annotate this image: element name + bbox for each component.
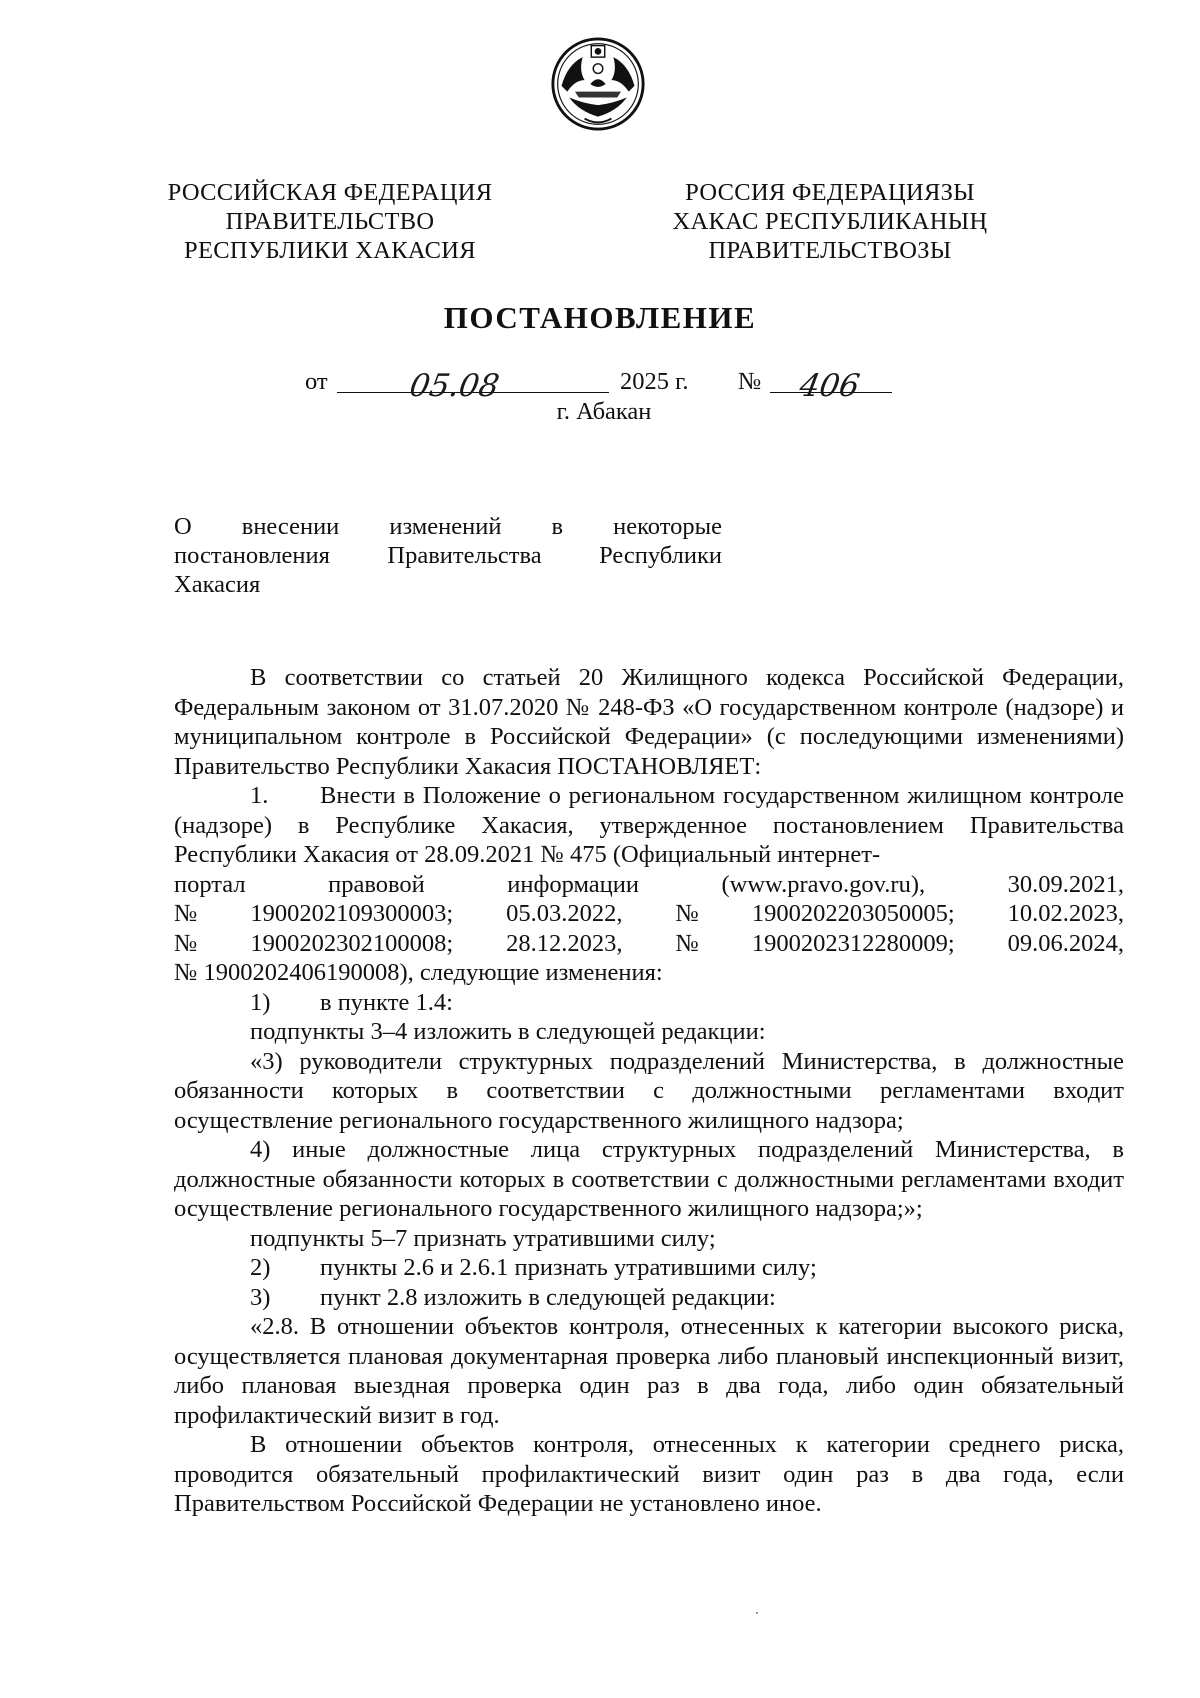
medium-risk-paragraph: В отношении объектов контроля, отнесенных к категории среднего риска, проводится обязательный профилактический визит один раз в два года, если Правительством Российской Федерации не установлено иное. bbox=[174, 1431, 1124, 1517]
document-body bbox=[174, 663, 1124, 1519]
header-left-line: РЕСПУБЛИКИ ХАКАСИЯ bbox=[184, 237, 476, 264]
subitem-3 bbox=[174, 1283, 1124, 1313]
header-left-line: РОССИЙСКАЯ ФЕДЕРАЦИЯ bbox=[167, 179, 493, 206]
quote-point-3: «3) руководители структурных подразделений Министерства, в должностные обязанности которых в соответствии с должностными регламентами входит осуществление регионального государственного жилищного надзора; bbox=[174, 1047, 1124, 1134]
word: 1900202302100008; bbox=[250, 929, 454, 957]
item-1-row-2 bbox=[174, 899, 1124, 929]
word: некоторые bbox=[613, 513, 722, 540]
word: портал bbox=[174, 870, 246, 898]
date-prefix: от bbox=[305, 368, 328, 395]
scan-speck bbox=[756, 1612, 758, 1614]
word: 09.06.2024, bbox=[1007, 929, 1124, 957]
word: Правительства bbox=[387, 542, 542, 569]
header-left-block bbox=[150, 178, 510, 265]
header-right-line: ХАКАС РЕСПУБЛИКАНЫҢ bbox=[672, 208, 988, 235]
coat-of-arms-emblem bbox=[550, 36, 646, 132]
subject-line-3: Хакасия bbox=[174, 571, 261, 598]
item-1-row-1 bbox=[174, 870, 1124, 900]
subitem-2-text: пункты 2.6 и 2.6.1 признать утратившими силу; bbox=[320, 1254, 817, 1281]
subitem-3-text: пункт 2.8 изложить в следующей редакции: bbox=[320, 1283, 776, 1311]
item-1-end: № 1900202406190008), следующие изменения: bbox=[174, 959, 663, 986]
word: № bbox=[675, 900, 699, 927]
subitem-3-number: 3) bbox=[250, 1283, 271, 1311]
item-1-number: 1. bbox=[250, 782, 269, 809]
header-right-line: ПРАВИТЕЛЬСТВОЗЫ bbox=[708, 237, 952, 264]
item-1-paragraph bbox=[174, 781, 1124, 870]
quote-point-2-8: «2.8. В отношении объектов контроля, отнесенных к категории высокого риска, осуществляется плановая документарная проверка либо плановый инспекционный визит, либо плановая выездная проверка один раз в два года, либо один обязательный профилактический визит в год. bbox=[174, 1313, 1124, 1429]
handwritten-date: 05.08 bbox=[406, 368, 502, 404]
word: информации bbox=[507, 870, 639, 898]
subitem-1-after: подпункты 5–7 признать утратившими силу; bbox=[250, 1224, 716, 1252]
word: правовой bbox=[328, 870, 425, 898]
word: постановления bbox=[174, 542, 330, 569]
word: 28.12.2023, bbox=[506, 929, 623, 957]
word: внесении bbox=[241, 513, 340, 540]
header-left-line: ПРАВИТЕЛЬСТВО bbox=[225, 208, 435, 235]
subitem-2 bbox=[174, 1253, 1124, 1283]
subitem-1 bbox=[174, 988, 1124, 1018]
word: 10.02.2023, bbox=[1007, 900, 1124, 927]
word: № bbox=[675, 929, 699, 957]
subitem-1-line: подпункты 3–4 изложить в следующей редакции: bbox=[250, 1018, 766, 1045]
date-number-line bbox=[305, 364, 905, 404]
word: 1900202109300003; bbox=[250, 900, 454, 927]
word: (www.pravo.gov.ru), bbox=[721, 870, 926, 898]
word: Республики bbox=[599, 542, 722, 569]
number-sign: № bbox=[738, 368, 762, 395]
word: изменений bbox=[389, 513, 502, 540]
header-right-line: РОССИЯ ФЕДЕРАЦИЯЗЫ bbox=[685, 179, 975, 206]
subject-line-2 bbox=[174, 541, 722, 570]
word: 1900202203050005; bbox=[751, 900, 955, 927]
subject-block bbox=[174, 512, 722, 599]
year-label: 2025 г. bbox=[620, 368, 689, 395]
word: № bbox=[174, 900, 198, 927]
word: в bbox=[551, 513, 564, 540]
word: 30.09.2021, bbox=[1007, 870, 1124, 898]
subitem-1-text: в пункте 1.4: bbox=[320, 988, 453, 1016]
word: № bbox=[174, 929, 198, 957]
word: О bbox=[174, 513, 192, 540]
subitem-2-number: 2) bbox=[250, 1254, 271, 1281]
header-right-block bbox=[640, 178, 1020, 265]
subitem-1-number: 1) bbox=[250, 988, 271, 1016]
quote-point-4: 4) иные должностные лица структурных подразделений Министерства, в должностные обязанности которых в соответствии с должностными регламентами входит осуществление регионального государственного жилищного надзора;»; bbox=[174, 1136, 1124, 1222]
handwritten-number: 406 bbox=[796, 368, 863, 404]
item-1-text: Внести в Положение о региональном государственном жилищном контроле (надзоре) в Республике Хакасия, утвержденное постановлением Правительства Республики Хакасия от 28.09.2021 № 475 (Официальный интернет- bbox=[174, 782, 1124, 868]
subject-line-1 bbox=[174, 512, 722, 541]
document-title: ПОСТАНОВЛЕНИЕ bbox=[443, 300, 757, 335]
word: 1900202312280009; bbox=[751, 929, 955, 957]
preamble-paragraph: В соответствии со статьей 20 Жилищного кодекса Российской Федерации, Федеральным законом от 31.07.2020 № 248-ФЗ «О государственном контроле (надзоре) и муниципальном контроле в Российской Федерации» (с последующими изменениями) Правительство Республики Хакасия ПОСТАНОВЛЯЕТ: bbox=[174, 664, 1124, 780]
city-label: г. Абакан bbox=[556, 398, 652, 425]
item-1-row-3 bbox=[174, 929, 1124, 959]
word: 05.03.2022, bbox=[506, 900, 623, 927]
